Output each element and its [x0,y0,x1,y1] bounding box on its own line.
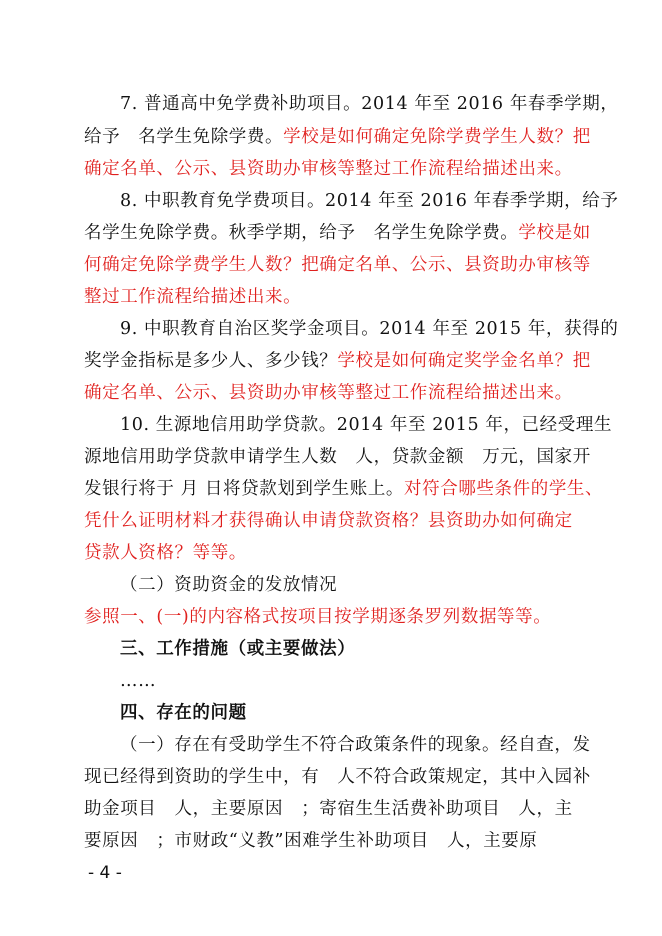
section-subheading: （二）资助资金的发放情况 [120,575,338,595]
text-line: 8. 中职教育免学费项目。2014 年至 2016 年春季学期，给予 [120,191,619,211]
section-heading: 四、存在的问题 [120,703,247,723]
text-line: 给予 名学生免除学费。学校是如何确定免除学费学生人数？把 [84,127,591,147]
text-line: 整过工作流程给描述出来。 [84,287,302,307]
text-line: 何确定免除学费学生人数？把确定名单、公示、县资助办审核等 [84,255,591,275]
text-line: …… [120,671,157,691]
text-line: 源地信用助学贷款申请学生人数 人，贷款金额 万元，国家开 [84,447,591,467]
text-line: 现已经得到资助的学生中，有 人不符合政策规定，其中入园补 [84,767,591,787]
text-line: 奖学金指标是多少人、多少钱？学校是如何确定奖学金名单？把 [84,351,591,371]
text-line: 10. 生源地信用助学贷款。2014 年至 2015 年，已经受理生 [120,415,613,435]
text-line: 凭什么证明材料才获得确认申请贷款资格？县资助办如何确定 [84,511,573,531]
text-line: 名学生免除学费。秋季学期，给予 名学生免除学费。学校是如 [84,223,591,243]
text-line: 要原因 ；市财政“义教”困难学生补助项目 人，主要原 [84,831,538,851]
text-line: 贷款人资格？等等。 [84,543,247,563]
page-number: - 4 - [88,863,122,883]
text-line: 确定名单、公示、县资助办审核等整过工作流程给描述出来。 [84,159,573,179]
text-line: 助金项目 人，主要原因 ；寄宿生生活费补助项目 人，主 [84,799,573,819]
text-line: （一）存在有受助学生不符合政策条件的现象。经自查，发 [120,735,591,755]
text-line: 发银行将于 月 日将贷款划到学生账上。对符合哪些条件的学生、 [84,479,604,499]
text-line: 7. 普通高中免学费补助项目。2014 年至 2016 年春季学期， [120,94,619,114]
text-line: 9. 中职教育自治区奖学金项目。2014 年至 2015 年，获得的 [120,319,619,339]
section-heading: 三、工作措施（或主要做法） [120,639,356,659]
text-line: 确定名单、公示、县资助办审核等整过工作流程给描述出来。 [84,383,573,403]
text-line: 参照一、(一)的内容格式按项目按学期逐条罗列数据等等。 [84,607,552,627]
